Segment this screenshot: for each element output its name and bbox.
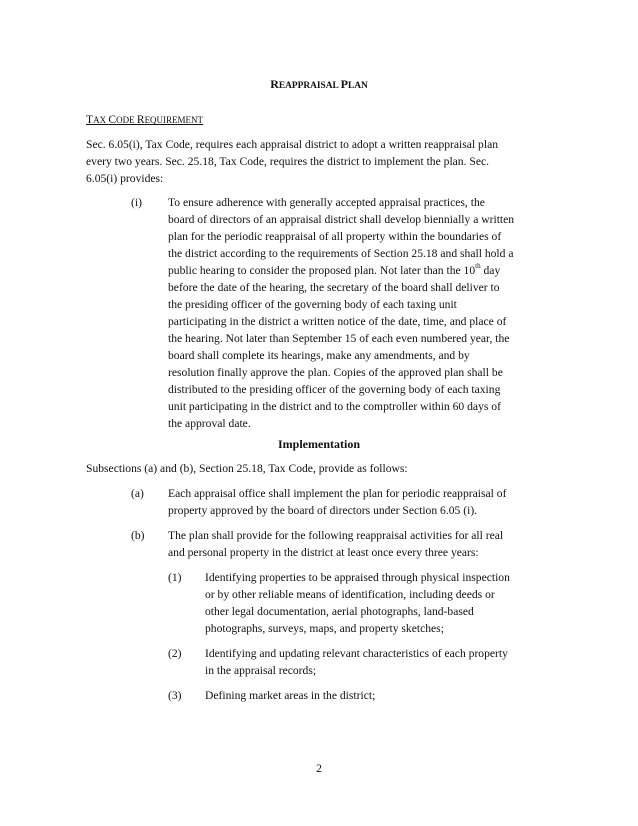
- sub-item-1-label: (1): [168, 571, 182, 584]
- item-i-line: board of directors of an appraisal district shall develop biennially a written: [168, 213, 515, 226]
- item-i-line: the approval date.: [168, 417, 251, 430]
- item-i-text: day: [480, 264, 501, 277]
- sub-item-2-line: Identifying and updating relevant characteristics of each property: [205, 647, 508, 660]
- page-title: [0, 76, 638, 94]
- item-i-line: plan for the periodic reappraisal of all property within the boundaries of: [168, 230, 502, 243]
- sub-item-1-line: or by other reliable means of identification, including deeds or: [205, 588, 495, 601]
- page-number: 2: [316, 762, 322, 775]
- item-i-line: To ensure adherence with generally accepted appraisal practices, the: [168, 196, 485, 209]
- sub-item-2-line: in the appraisal records;: [205, 664, 317, 677]
- item-i-line: participating in the district a written notice of the date, time, and place of: [168, 315, 507, 328]
- intro-line: 6.05(i) provides:: [86, 172, 164, 185]
- heading-part: AX: [93, 115, 109, 125]
- implementation-heading: Implementation: [278, 437, 360, 451]
- item-i-line: the presiding officer of the governing body of each taxing unit: [168, 298, 457, 311]
- intro-line: Sec. 6.05(i), Tax Code, requires each appraisal district to adopt a written reappraisal plan: [86, 138, 499, 151]
- item-i-label: (i): [131, 196, 142, 209]
- item-i-line: unit participating in the district and to the comptroller within 60 days of: [168, 400, 501, 413]
- heading-part: EQUIREMENT: [144, 115, 204, 125]
- sub-item-3-label: (3): [168, 689, 182, 702]
- heading-part: ODE: [116, 115, 137, 125]
- item-a-line: property approved by the board of directors under Section 6.05 (i).: [168, 504, 478, 517]
- section-heading-tax-code-requirement: [86, 112, 203, 128]
- item-a-label: (a): [131, 487, 144, 500]
- heading-part: T: [86, 113, 94, 126]
- subsections-intro: Subsections (a) and (b), Section 25.18, Tax Code, provide as follows:: [86, 462, 408, 475]
- title-rest-2: LAN: [347, 81, 368, 91]
- item-b-line: The plan shall provide for the following reappraisal activities for all real: [168, 529, 504, 542]
- item-i-line: before the date of the hearing, the secretary of the board shall deliver to: [168, 281, 500, 294]
- item-i-line: resolution finally approve the plan. Copies of the approved plan shall be: [168, 366, 503, 379]
- item-i-text: public hearing to consider the proposed plan. Not later than the 10: [168, 264, 476, 277]
- heading-part: C: [108, 113, 117, 126]
- ordinal-superscript: th: [475, 262, 481, 271]
- sub-item-3-line: Defining market areas in the district;: [205, 689, 376, 702]
- title-rest-1: EAPPRAISAL: [278, 81, 341, 91]
- item-i-line: [168, 263, 500, 279]
- sub-item-1-line: other legal documentation, aerial photographs, land-based: [205, 605, 474, 618]
- item-a-line: Each appraisal office shall implement the plan for periodic reappraisal of: [168, 487, 507, 500]
- item-i-line: the hearing. Not later than September 15 of each even numbered year, the: [168, 332, 510, 345]
- title-initial-r: R: [270, 77, 279, 91]
- item-i-line: distributed to the presiding officer of the governing body of each taxing: [168, 383, 501, 396]
- intro-line: every two years. Sec. 25.18, Tax Code, requires the district to implement the plan. Sec.: [86, 155, 490, 168]
- item-i-line: the district according to the requirements of Section 25.18 and shall hold a: [168, 247, 514, 260]
- sub-item-2-label: (2): [168, 647, 182, 660]
- title-initial-p: P: [340, 77, 348, 91]
- sub-item-1-line: photographs, surveys, maps, and property sketches;: [205, 622, 444, 635]
- heading-part: R: [136, 113, 145, 126]
- item-i-line: board shall complete its hearings, make any amendments, and by: [168, 349, 470, 362]
- item-b-label: (b): [131, 529, 145, 542]
- sub-item-1-line: Identifying properties to be appraised through physical inspection: [205, 571, 510, 584]
- item-b-line: and personal property in the district at least once every three years:: [168, 546, 479, 559]
